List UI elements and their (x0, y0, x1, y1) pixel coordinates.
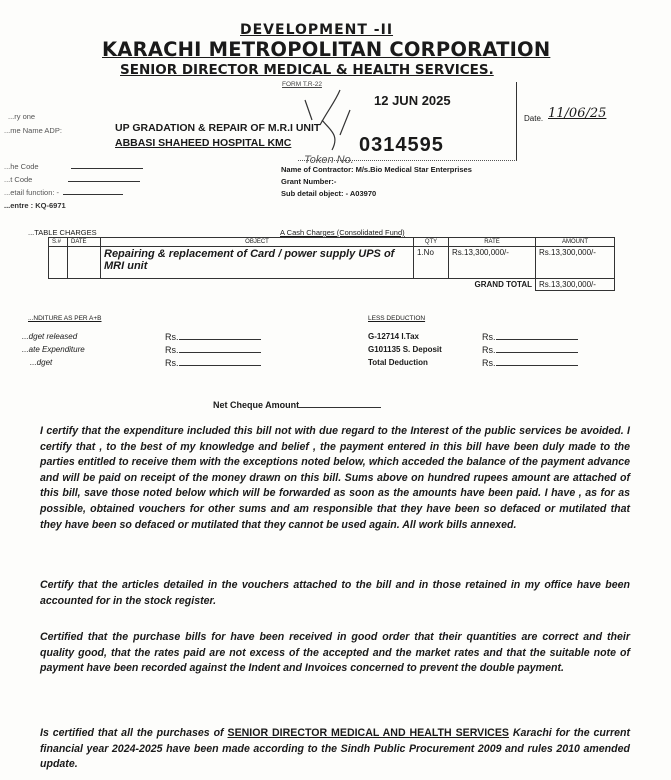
certificate-paragraph-4 (40, 726, 630, 773)
certificate-paragraph-1: I certify that the expenditure included this bill not with due regard to the Interest of the public services be avoided. I certify that , to the best of my knowledge and belief , the payment entered in this bill have been duly made to the parties entitled to receive them with the exceptions noted below, which acceded the balance of the payment advance and will be paid on receipt of the money drawn on this bill. Sums above on hundred rupees amount are attached of this bill, save those noted below which will be forwarded as soon as the amounts have been paid. I have , as for as possible, obtained vouchers for other sums and am responsible that they have been so defaced or mutilated that they have been so defaced or mutilated that they cannot be used again. All work bills annexed. (40, 425, 630, 531)
deduction-label: Total Deduction (368, 358, 428, 367)
code-blank (71, 168, 143, 169)
office-heading: SENIOR DIRECTOR MEDICAL & HEALTH SERVICES. (120, 62, 494, 78)
scheme-name-line1: UP GRADATION & REPAIR OF M.R.I UNIT (115, 122, 321, 134)
token-label: Token No. (304, 154, 354, 166)
exp-label: ...ate Expenditure (22, 345, 85, 354)
signature-mark (300, 80, 360, 160)
item-description: Repairing & replacement of Card / power supply UPS of MRI unit (101, 247, 414, 279)
net-cheque-field (213, 400, 381, 410)
contractor-name: Name of Contractor: M/s.Bio Medical Star Enterprises (281, 165, 472, 174)
centre-label: ...entre : KQ-6971 (4, 201, 66, 210)
obj-code-field (4, 175, 140, 184)
amount-blank (496, 365, 578, 366)
department-heading: DEVELOPMENT -II (240, 22, 394, 38)
deduction-label: G-12714 I.Tax (368, 332, 419, 341)
bill-date-value: 11/06/25 (548, 106, 607, 121)
p4-office: SENIOR DIRECTOR MEDICAL AND HEALTH SERVICES (227, 727, 509, 739)
form-number: FORM T.R-22 (282, 81, 322, 88)
code-label: ...he Code (4, 162, 39, 171)
amount-blank (179, 365, 261, 366)
rs-prefix: Rs. (482, 345, 496, 355)
stamp-date: 12 JUN 2025 (374, 93, 451, 108)
obj-code-label: ...t Code (4, 175, 33, 184)
obj-code-blank (68, 181, 140, 182)
detail-function-label: ...etail function: - (4, 188, 60, 197)
certificate-paragraph-3: Certified that the purchase bills for have been received in good order that their quantities are correct and their quality good, that the rates paid are not excess of the accepted and the market rates and that the suitable note of payment have been recorded against the Indent and Invoices concerned to prevent the double payment. (40, 631, 630, 675)
col-header: DATE (68, 238, 101, 247)
p4-end: Karachi for the current financial year 2024-2025 have been made according to the Sindh Public Procurement 2009 and rules 2010 amended update. (40, 727, 630, 771)
grand-total-value: Rs.13,300,000/- (536, 279, 615, 291)
amount-blank (179, 339, 261, 340)
scheme-label: ...me Name ADP: (4, 126, 62, 135)
scheme-name-line2: ABBASI SHAHEED HOSPITAL KMC (115, 137, 292, 149)
grand-total-label: GRAND TOTAL (49, 279, 536, 291)
amount-blank (496, 352, 578, 353)
charges-title: ...TABLE CHARGES (28, 228, 97, 237)
rs-prefix: Rs. (165, 345, 179, 355)
deduction-amount-field (482, 345, 578, 355)
token-number: 0314595 (359, 134, 444, 156)
certificate-paragraph-2: Certify that the articles detailed in the vouchers attached to the bill and in those retained in my office have been accounted for in the stock register. (40, 579, 630, 607)
entry-label: ...ry one (8, 112, 36, 121)
charges-table (48, 237, 615, 291)
p4-start: Is certified that all the purchases of (40, 727, 224, 739)
deduction-label: G101135 S. Deposit (368, 345, 442, 354)
sub-detail-object: Sub detail object: - A03970 (281, 189, 377, 198)
table-row (49, 247, 615, 279)
deduction-title: LESS DEDUCTION (368, 315, 426, 322)
exp-amount-field (165, 332, 261, 342)
amount-blank (496, 339, 578, 340)
expenditure-title: ...NDITURE AS PER A+B (28, 315, 102, 322)
net-cheque-label: Net Cheque Amount (213, 400, 300, 410)
col-header: RATE (449, 238, 536, 247)
code-field (4, 162, 143, 171)
exp-label: ...dget released (22, 332, 78, 341)
col-header: OBJECT (101, 238, 414, 247)
organization-heading: KARACHI METROPOLITAN CORPORATION (102, 38, 551, 61)
net-cheque-blank (299, 407, 381, 408)
rs-prefix: Rs. (482, 358, 496, 368)
grant-number: Grant Number:- (281, 177, 337, 186)
item-qty: 1.No (414, 247, 449, 279)
rs-prefix: Rs. (165, 358, 179, 368)
table-header-row (49, 238, 615, 247)
exp-label: ...dget (30, 358, 53, 367)
amount-blank (179, 352, 261, 353)
col-header: AMOUNT (536, 238, 615, 247)
rs-prefix: Rs. (165, 332, 179, 342)
col-header: S.# (49, 238, 68, 247)
col-header: QTY (414, 238, 449, 247)
deduction-amount-field (482, 332, 578, 342)
exp-amount-field (165, 358, 261, 368)
exp-amount-field (165, 345, 261, 355)
grand-total-row (49, 279, 615, 291)
detail-function-field (4, 188, 123, 197)
rs-prefix: Rs. (482, 332, 496, 342)
deduction-amount-field (482, 358, 578, 368)
item-amount: Rs.13,300,000/- (536, 247, 615, 279)
item-rate: Rs.13,300,000/- (449, 247, 536, 279)
bill-date-label: Date. (524, 114, 544, 123)
detail-function-blank (63, 194, 123, 195)
fund-title: A Cash Charges (Consolidated Fund) (280, 228, 405, 237)
